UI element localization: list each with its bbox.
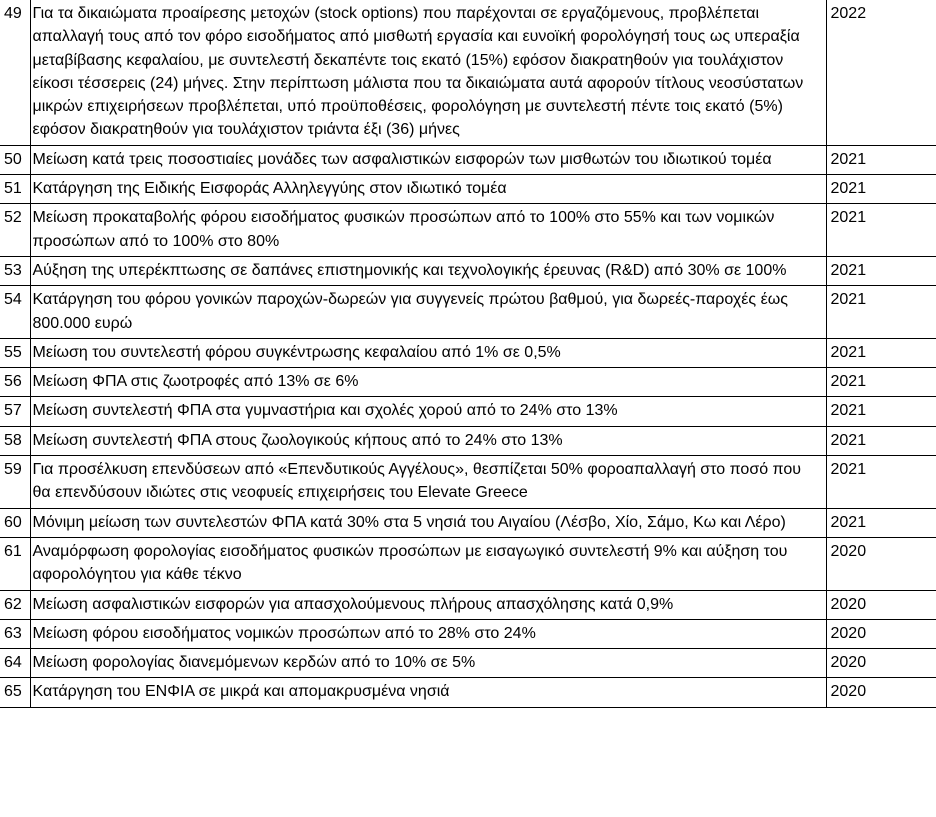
measure-year: 2021: [826, 204, 936, 257]
table-row: [0, 619, 936, 648]
measure-description: Κατάργηση του φόρου γονικών παροχών-δωρεών για συγγενείς πρώτου βαθμού, για δωρεές-παροχές έως 800.000 ευρώ: [30, 286, 826, 339]
measure-description: Μείωση του συντελεστή φόρου συγκέντρωσης κεφαλαίου από 1% σε 0,5%: [30, 338, 826, 367]
measure-description: Για προσέλκυση επενδύσεων από «Επενδυτικούς Αγγέλους», θεσπίζεται 50% φοροαπαλλαγή στο ποσό που θα επενδύσουν ιδιώτες στις νεοφυείς επιχειρήσεις του Elevate Greece: [30, 456, 826, 509]
measure-year: 2020: [826, 619, 936, 648]
row-number: 64: [0, 649, 30, 678]
row-number: 51: [0, 175, 30, 204]
row-number: 52: [0, 204, 30, 257]
table-row: [0, 537, 936, 590]
measure-description: Για τα δικαιώματα προαίρεσης μετοχών (stock options) που παρέχονται σε εργαζόμενους, προβλέπεται απαλλαγή τους από τον φόρο εισοδήματος από μισθωτή εργασία και ευνοϊκή φορολόγησή τους ως υπεραξία μεταβίβασης κεφαλαίου, με συντελεστή δεκαπέντε τοις εκατό (15%) εφόσον διακρατηθούν για τουλάχιστον είκοσι τέσσερεις (24) μήνες. Στην περίπτωση μάλιστα που τα δικαιώματα αυτά αφορούν τίτλους νεοσύστατων μικρών επιχειρήσεων προβλέπεται, υπό προϋποθέσεις, φορολόγηση με συντελεστή πέντε τοις εκατό (5%) εφόσον διακρατηθούν για τουλάχιστον τριάντα έξι (36) μήνες: [30, 0, 826, 145]
table-row: [0, 426, 936, 455]
row-number: 56: [0, 368, 30, 397]
measure-description: Αναμόρφωση φορολογίας εισοδήματος φυσικών προσώπων με εισαγωγικό συντελεστή 9% και αύξηση του αφορολόγητου για κάθε τέκνο: [30, 537, 826, 590]
measure-year: 2021: [826, 508, 936, 537]
measure-description: Μείωση κατά τρεις ποσοστιαίες μονάδες των ασφαλιστικών εισφορών των μισθωτών του ιδιωτικού τομέα: [30, 145, 826, 174]
table-row: [0, 204, 936, 257]
measure-description: Κατάργηση της Ειδικής Εισφοράς Αλληλεγγύης στον ιδιωτικό τομέα: [30, 175, 826, 204]
measure-description: Μείωση συντελεστή ΦΠΑ στους ζωολογικούς κήπους από το 24% στο 13%: [30, 426, 826, 455]
row-number: 61: [0, 537, 30, 590]
table-row: [0, 256, 936, 285]
measure-description: Μείωση ΦΠΑ στις ζωοτροφές από 13% σε 6%: [30, 368, 826, 397]
table-row: [0, 175, 936, 204]
measure-description: Μείωση φόρου εισοδήματος νομικών προσώπων από το 28% στο 24%: [30, 619, 826, 648]
table-row: [0, 338, 936, 367]
table-row: [0, 0, 936, 145]
table-row: [0, 145, 936, 174]
measure-year: 2021: [826, 426, 936, 455]
measure-description: Μείωση συντελεστή ΦΠΑ στα γυμναστήρια και σχολές χορού από το 24% στο 13%: [30, 397, 826, 426]
table-row: [0, 678, 936, 707]
table-row: [0, 286, 936, 339]
row-number: 54: [0, 286, 30, 339]
measure-description: Κατάργηση του ΕΝΦΙΑ σε μικρά και απομακρυσμένα νησιά: [30, 678, 826, 707]
measure-year: 2021: [826, 286, 936, 339]
measure-year: 2020: [826, 678, 936, 707]
table-row: [0, 508, 936, 537]
measure-description: Αύξηση της υπερέκπτωσης σε δαπάνες επιστημονικής και τεχνολογικής έρευνας (R&D) από 30% σε 100%: [30, 256, 826, 285]
measure-year: 2020: [826, 537, 936, 590]
measure-year: 2020: [826, 590, 936, 619]
table-row: [0, 368, 936, 397]
table-row: [0, 397, 936, 426]
row-number: 65: [0, 678, 30, 707]
table-row: [0, 456, 936, 509]
row-number: 55: [0, 338, 30, 367]
measure-description: Μείωση φορολογίας διανεμόμενων κερδών από το 10% σε 5%: [30, 649, 826, 678]
row-number: 63: [0, 619, 30, 648]
measure-year: 2021: [826, 256, 936, 285]
row-number: 57: [0, 397, 30, 426]
measure-year: 2021: [826, 456, 936, 509]
table-row: [0, 590, 936, 619]
row-number: 60: [0, 508, 30, 537]
table-row: [0, 649, 936, 678]
measure-year: 2021: [826, 338, 936, 367]
row-number: 50: [0, 145, 30, 174]
row-number: 62: [0, 590, 30, 619]
measure-year: 2021: [826, 397, 936, 426]
measure-year: 2020: [826, 649, 936, 678]
measure-year: 2021: [826, 175, 936, 204]
row-number: 49: [0, 0, 30, 145]
measure-year: 2021: [826, 145, 936, 174]
measure-description: Μείωση προκαταβολής φόρου εισοδήματος φυσικών προσώπων από το 100% στο 55% και των νομικών προσώπων από το 100% στο 80%: [30, 204, 826, 257]
measure-year: 2022: [826, 0, 936, 145]
measure-description: Μείωση ασφαλιστικών εισφορών για απασχολούμενους πλήρους απασχόλησης κατά 0,9%: [30, 590, 826, 619]
row-number: 58: [0, 426, 30, 455]
row-number: 53: [0, 256, 30, 285]
row-number: 59: [0, 456, 30, 509]
measure-year: 2021: [826, 368, 936, 397]
measure-description: Μόνιμη μείωση των συντελεστών ΦΠΑ κατά 30% στα 5 νησιά του Αιγαίου (Λέσβο, Χίο, Σάμο, Κω και Λέρο): [30, 508, 826, 537]
